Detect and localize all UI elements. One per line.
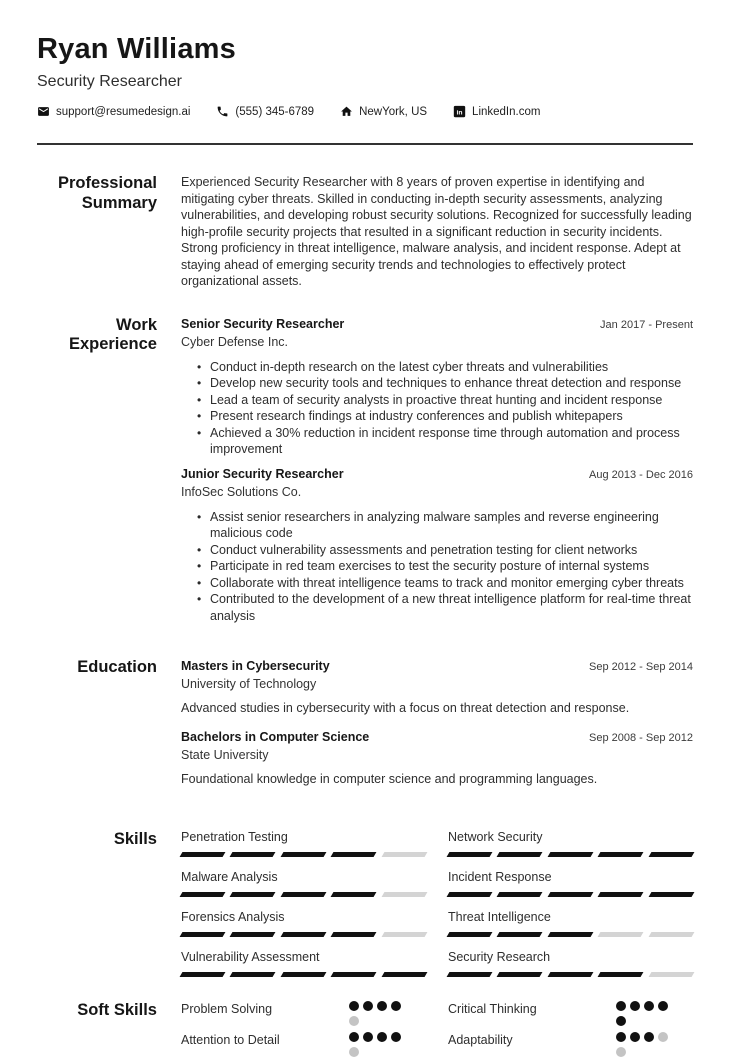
- skill-name: Forensics Analysis: [181, 910, 285, 925]
- skill-segment: [598, 892, 644, 897]
- linkedin-icon: [453, 105, 466, 118]
- section-heading-summary: Professional Summary: [57, 174, 157, 212]
- jobs-container: [181, 316, 693, 633]
- soft-skill-name: Problem Solving: [181, 1002, 273, 1017]
- job-header: [181, 316, 693, 332]
- skill-name: Security Research: [448, 950, 551, 965]
- job-bullet: • Conduct in-depth research on the latest cyber threats and vulnerabilities: [197, 359, 693, 376]
- skill-name: Malware Analysis: [181, 870, 278, 885]
- skill-segment: [547, 852, 593, 857]
- section-professional-summary: [37, 174, 693, 290]
- skill-segment: [547, 972, 593, 977]
- skill-level-bar: [448, 852, 693, 857]
- skill-segment: [447, 892, 493, 897]
- skill-item: [448, 910, 693, 937]
- job-bullet: • Contributed to the development of a new threat intelligence platform for real-time threat analysis: [197, 591, 693, 624]
- skill-segment: [331, 892, 377, 897]
- skill-segment: [381, 852, 427, 857]
- job-title: Junior Security Researcher: [181, 466, 344, 481]
- section-heading-experience: Work Experience: [68, 315, 157, 354]
- skill-segment: [497, 932, 543, 937]
- email-icon: [37, 105, 50, 118]
- skill-item: [181, 910, 426, 937]
- rating-dot: [658, 1001, 668, 1011]
- soft-skill-item: [448, 1032, 693, 1057]
- skill-name: Threat Intelligence: [448, 910, 551, 925]
- skill-segment: [230, 932, 276, 937]
- skill-segment: [280, 852, 326, 857]
- education-description: Advanced studies in cybersecurity with a focus on threat detection and response.: [181, 701, 630, 716]
- rating-dot: [349, 1001, 359, 1011]
- rating-dot: [644, 1001, 654, 1011]
- job-bullet: • Collaborate with threat intelligence teams to track and monitor emerging cyber threats: [197, 575, 693, 592]
- skill-segment: [447, 972, 493, 977]
- skill-segment: [648, 892, 694, 897]
- skill-item: [448, 870, 693, 897]
- job-dates: Jan 2017 - Present: [600, 318, 693, 331]
- skill-segment: [230, 852, 276, 857]
- skill-level-bar: [448, 972, 693, 977]
- skill-segment: [598, 932, 644, 937]
- skill-level-bar: [448, 892, 693, 897]
- job-bullets: [181, 359, 693, 458]
- job-bullets: [181, 509, 693, 625]
- skill-item: [448, 830, 693, 857]
- job-entry: [181, 316, 693, 458]
- soft-skill-item: [181, 1001, 426, 1026]
- skill-segment: [331, 972, 377, 977]
- skill-segment: [381, 932, 427, 937]
- skill-segment: [180, 852, 226, 857]
- skill-segment: [547, 892, 593, 897]
- skill-segment: [497, 892, 543, 897]
- soft-skills-grid: [181, 1001, 693, 1057]
- svg-text:in: in: [456, 109, 463, 117]
- skill-segment: [497, 852, 543, 857]
- header-divider: [37, 143, 693, 145]
- soft-skill-name: Attention to Detail: [181, 1033, 280, 1048]
- skill-segment: [381, 972, 427, 977]
- skill-segment: [280, 892, 326, 897]
- rating-dot: [377, 1032, 387, 1042]
- skill-segment: [447, 932, 493, 937]
- job-bullet: • Conduct vulnerability assessments and penetration testing for client networks: [197, 542, 693, 559]
- skill-segment: [447, 852, 493, 857]
- skill-segment: [280, 972, 326, 977]
- job-bullet: • Achieved a 30% reduction in incident response time through automation and process improvement: [197, 425, 693, 458]
- rating-dot: [349, 1047, 359, 1057]
- skill-segment: [648, 852, 694, 857]
- skill-segment: [497, 972, 543, 977]
- rating-dot: [363, 1001, 373, 1011]
- contact-text: NewYork, US: [359, 105, 428, 118]
- contact-row: [37, 105, 693, 118]
- skill-segment: [648, 972, 694, 977]
- rating-dot: [349, 1016, 359, 1026]
- contact-item: [453, 105, 540, 118]
- soft-skill-name: Critical Thinking: [448, 1002, 537, 1017]
- contact-item: [216, 105, 314, 118]
- contact-item: [37, 105, 190, 118]
- summary-text: Experienced Security Researcher with 8 years of proven expertise in identifying and mitigating cyber threats. Skilled in conducting in-depth security assessments, analyzing vulnerabilities, and developing robust security solutions. Recognized for successfully leading high-profile security projects that resulted in a significant reduction in security incidents. Strong proficiency in threat intelligence, malware analysis, and incident response. Adept at staying ahead of emerging security trends and technologies to effectively protect organizational assets.: [181, 175, 692, 289]
- section-heading-soft-skills: Soft Skills: [77, 1001, 157, 1020]
- rating-dot: [391, 1001, 401, 1011]
- soft-skill-item: [448, 1001, 693, 1026]
- skill-segment: [280, 932, 326, 937]
- skill-name: Penetration Testing: [181, 830, 288, 845]
- contact-text: support@resumedesign.ai: [56, 105, 191, 118]
- soft-skill-dots: [616, 1032, 669, 1057]
- skill-segment: [331, 852, 377, 857]
- skill-name: Incident Response: [448, 870, 552, 885]
- soft-skill-dots: [616, 1001, 669, 1026]
- skill-segment: [180, 972, 226, 977]
- job-bullet: • Participate in red team exercises to test the security posture of internal systems: [197, 558, 693, 575]
- education-dates: Sep 2008 - Sep 2012: [589, 732, 693, 745]
- skill-item: [181, 830, 426, 857]
- job-header: [181, 466, 693, 482]
- skill-level-bar: [181, 972, 426, 977]
- skill-item: [448, 950, 693, 977]
- education-description: Foundational knowledge in computer science and programming languages.: [181, 772, 598, 787]
- school-name: State University: [181, 748, 269, 763]
- job-company: InfoSec Solutions Co.: [181, 484, 302, 499]
- skill-level-bar: [181, 932, 426, 937]
- skill-segment: [381, 892, 427, 897]
- skill-segment: [180, 892, 226, 897]
- skill-segment: [230, 972, 276, 977]
- contact-text: (555) 345-6789: [235, 105, 315, 118]
- education-entry: [181, 658, 693, 716]
- section-heading-skills: Skills: [113, 830, 157, 849]
- job-bullet: • Develop new security tools and techniques to enhance threat detection and response: [197, 375, 693, 392]
- rating-dot: [630, 1032, 640, 1042]
- rating-dot: [644, 1032, 654, 1042]
- soft-skill-dots: [349, 1001, 402, 1026]
- soft-skill-dots: [349, 1032, 402, 1057]
- skill-segment: [331, 932, 377, 937]
- phone-icon: [216, 105, 229, 118]
- home-icon: [340, 105, 353, 118]
- section-skills: [37, 830, 693, 977]
- person-name: Ryan Williams: [37, 33, 236, 65]
- skill-segment: [180, 932, 226, 937]
- job-bullet: • Lead a team of security analysts in proactive threat hunting and incident response: [197, 392, 693, 409]
- rating-dot: [630, 1001, 640, 1011]
- rating-dot: [658, 1032, 668, 1042]
- section-education: [37, 658, 693, 800]
- rating-dot: [377, 1001, 387, 1011]
- school-name: University of Technology: [181, 677, 317, 692]
- education-container: [181, 658, 693, 800]
- job-entry: [181, 466, 693, 625]
- skill-name: Network Security: [448, 830, 543, 845]
- skill-name: Vulnerability Assessment: [181, 950, 320, 965]
- education-header: [181, 658, 693, 674]
- rating-dot: [349, 1032, 359, 1042]
- degree-title: Masters in Cybersecurity: [181, 659, 330, 674]
- skill-segment: [230, 892, 276, 897]
- skill-segment: [547, 932, 593, 937]
- section-heading-education: Education: [77, 658, 157, 677]
- section-soft-skills: [37, 1001, 693, 1057]
- job-bullet: • Present research findings at industry conferences and publish whitepapers: [197, 408, 693, 425]
- skills-grid: [181, 830, 693, 977]
- education-entry: [181, 729, 693, 787]
- rating-dot: [616, 1032, 626, 1042]
- rating-dot: [391, 1032, 401, 1042]
- degree-title: Bachelors in Computer Science: [181, 730, 370, 745]
- rating-dot: [616, 1047, 626, 1057]
- section-work-experience: [37, 316, 693, 633]
- rating-dot: [363, 1032, 373, 1042]
- job-bullet: • Assist senior researchers in analyzing malware samples and reverse engineering malicious code: [197, 509, 693, 542]
- skill-level-bar: [448, 932, 693, 937]
- rating-dot: [616, 1001, 626, 1011]
- resume-header: [37, 34, 693, 118]
- soft-skill-name: Adaptability: [448, 1033, 513, 1048]
- contact-item: [340, 105, 427, 118]
- skill-item: [181, 950, 426, 977]
- soft-skill-item: [181, 1032, 426, 1057]
- skill-segment: [598, 972, 644, 977]
- education-dates: Sep 2012 - Sep 2014: [589, 661, 693, 674]
- job-title: Senior Security Researcher: [181, 316, 345, 331]
- job-dates: Aug 2013 - Dec 2016: [589, 468, 693, 481]
- job-company: Cyber Defense Inc.: [181, 334, 288, 349]
- rating-dot: [616, 1016, 626, 1026]
- skill-level-bar: [181, 892, 426, 897]
- skill-item: [181, 870, 426, 897]
- skill-segment: [598, 852, 644, 857]
- contact-text: LinkedIn.com: [472, 105, 541, 118]
- job-title: Security Researcher: [37, 73, 182, 91]
- skill-segment: [648, 932, 694, 937]
- education-header: [181, 729, 693, 745]
- skill-level-bar: [181, 852, 426, 857]
